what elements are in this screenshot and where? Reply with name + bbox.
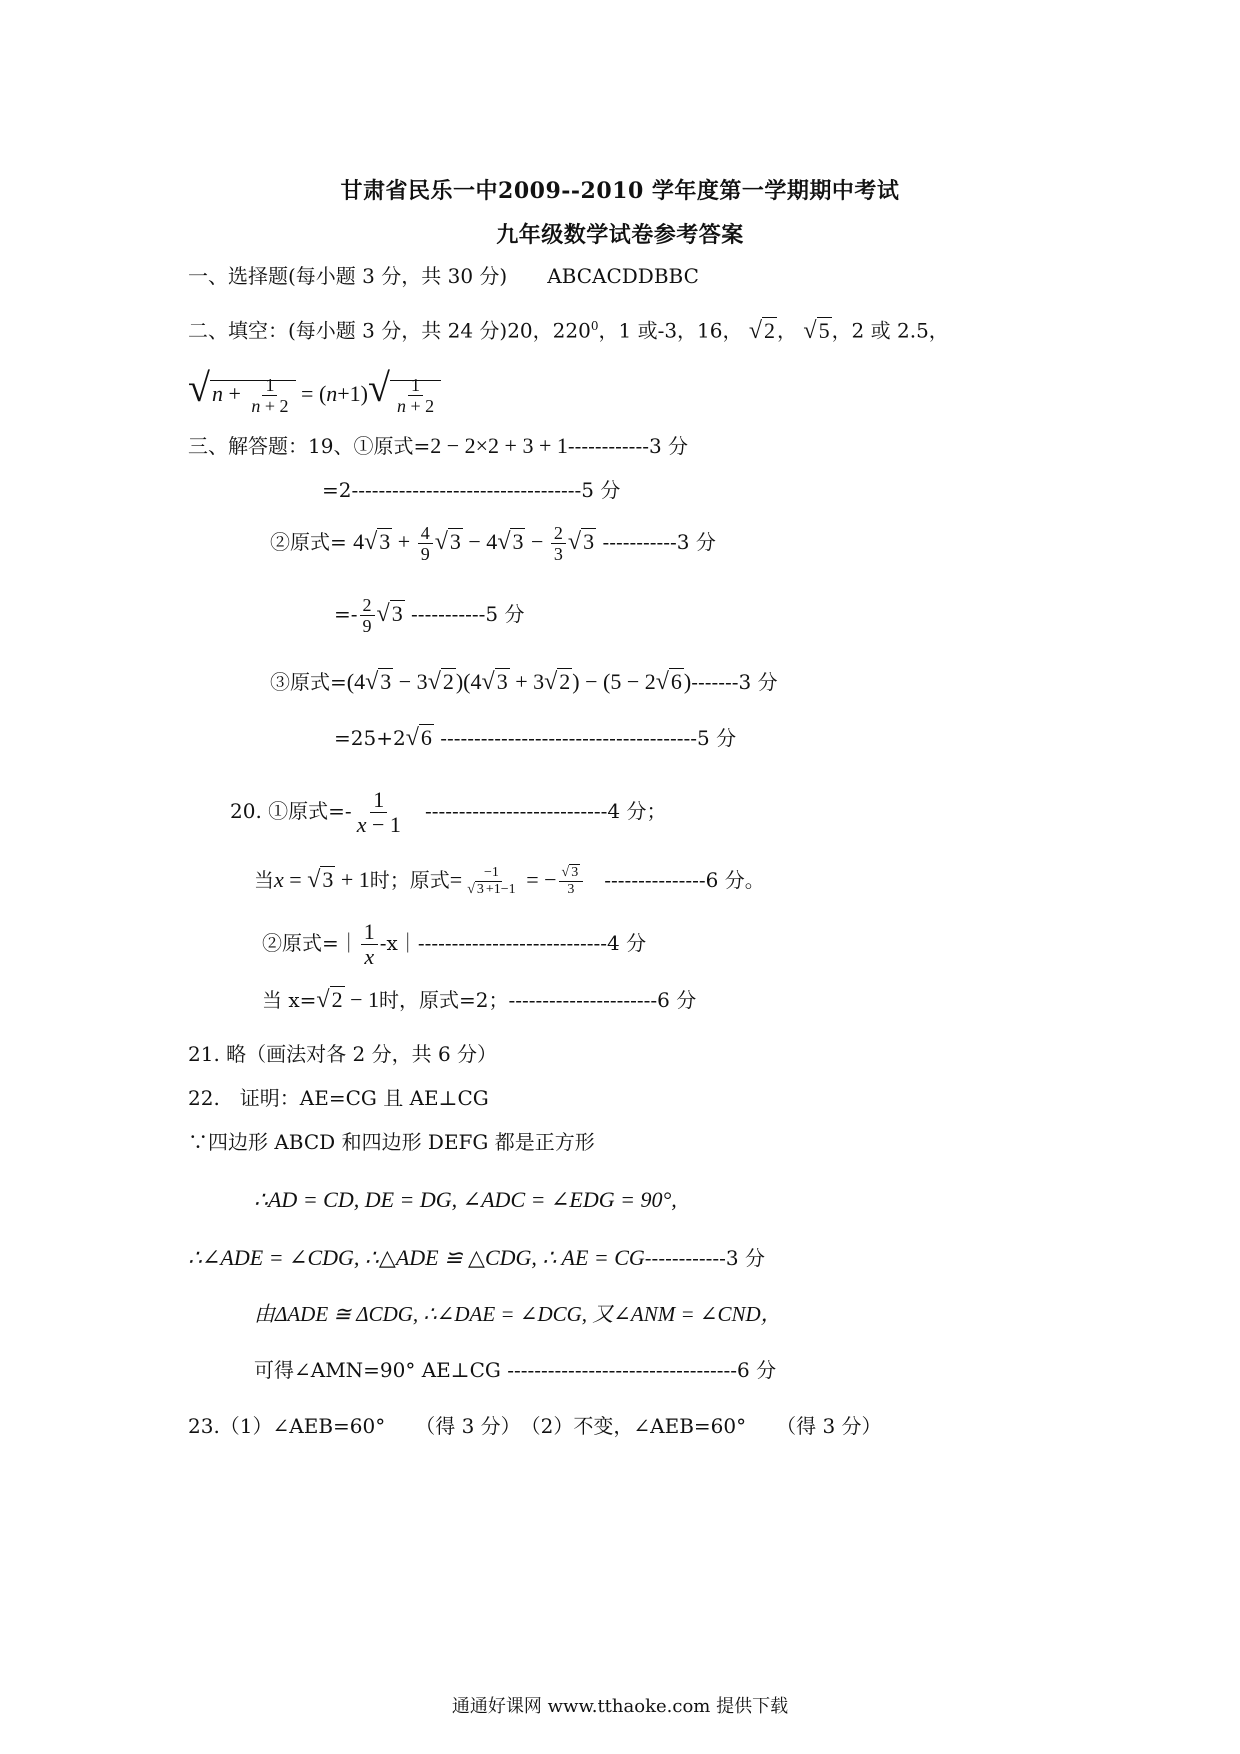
- q20-2-score: ----------------------------4 分: [417, 931, 647, 955]
- q22-line5: 可得∠AMN=90° AE⊥CG ----------------------------------6 分: [254, 1358, 777, 1382]
- q21: 21. 略（画法对各 2 分，共 6 分）: [188, 1042, 498, 1066]
- fill-tail: ，2 或 2.5，: [831, 318, 949, 343]
- q20-1-sub-score: ---------------6 分。: [604, 868, 765, 892]
- q19-2-score: -----------3 分: [602, 530, 716, 554]
- q22-head: 22. 证明：AE=CG 且 AE⊥CG: [188, 1086, 489, 1110]
- q22-line3: ∴∠ADE = ∠CDG, ∴△ADE ≌ △CDG, ∴ AE = CG------------3 分: [188, 1245, 765, 1270]
- footer-download-note: 通通好课网 www.tthaoke.com 提供下载: [451, 1696, 789, 1717]
- fill-prefix: 二、填空：(每小题 3 分，共 24 分)20，220: [188, 318, 591, 343]
- q22-line5-score: ----------------------------------6 分: [507, 1358, 777, 1382]
- q20-1: 20. ①原式=- $\frac{1}{x - 1}$ ---------------------------4 分；: [230, 787, 667, 837]
- q20-2-substitute: 当 x=√2 − 1时，原式=2；----------------------6 分: [262, 987, 697, 1013]
- q20-2: ②原式=｜ $\frac{1}{x}$ -x｜----------------------------4 分: [262, 919, 647, 969]
- q19-3-result-score: --------------------------------------5 分: [440, 726, 737, 750]
- q19-2-result: =- $\frac{2}{9}$ √3 -----------5 分: [334, 595, 525, 636]
- q19-1-score: ------------3 分: [567, 434, 689, 458]
- q22-line3-score: ------------3 分: [644, 1246, 765, 1270]
- sqrt-2: √2: [748, 317, 776, 344]
- section-fill-answers: 二、填空：(每小题 3 分，共 24 分)20，$220^0$，1 或-3，16， √2 ， √5 ，2 或 2.5，: [188, 317, 949, 344]
- q19-2: ②原式= 4√3 + $\frac{4}{9}$ √3 − 4√3 − $\frac{2}{3}$ √3 -----------3 分: [270, 523, 716, 565]
- q19-3-result: =25+2√6 --------------------------------------5 分: [334, 725, 737, 751]
- q20-1-substitute: 当x = √3 + 1时；原式= $\frac{-1}{√ 3 +1-1}$ = − $\frac{√ 3}{3}$ ---------------6 分。: [254, 865, 765, 898]
- q19-3-score: -------3 分: [691, 670, 778, 694]
- q19-2-result-score: -----------5 分: [411, 602, 525, 626]
- q19-1: 三、解答题：19、①原式=2 − 2×2 + 3 + 1------------3 分: [188, 433, 689, 458]
- q19-1-expr: 2 − 2×2 + 3 + 1: [430, 433, 568, 458]
- q20-1-score: ---------------------------4 分；: [424, 799, 667, 823]
- q23: 23.（1）∠AEB=60° （得 3 分） （2）不变，∠AEB=60° （得 3 分）: [188, 1414, 882, 1438]
- document-subtitle: 九年级数学试卷参考答案: [496, 222, 744, 248]
- q22-line1: ∵四边形 ABCD 和四边形 DEFG 都是正方形: [188, 1130, 595, 1154]
- document-title: 甘肃省民乐一中2009--2010 学年度第一学期期中考试: [340, 178, 900, 204]
- fill-mid: ，1 或-3，16，: [598, 318, 743, 343]
- fill-formula: √n + $\frac{1}{n + 2}$ = (n+1)√ $\frac{1}{n + 2}$: [188, 364, 441, 418]
- q22-line2: ∴AD = CD, DE = DG, ∠ADC = ∠EDG = 90°,: [254, 1187, 677, 1212]
- q22-line4: 由ΔADE ≅ ΔCDG, ∴∠DAE = ∠DCG, 又∠ANM = ∠CND，: [254, 1302, 782, 1326]
- sqrt-5: √5: [803, 317, 830, 344]
- q19-3: ③原式=(4√3 − 3√2)(4√3 + 3√2) − (5 − 2√6)-------3 分: [270, 669, 778, 695]
- q19-1-result: =2----------------------------------5 分: [322, 478, 621, 502]
- section-choice-answers: 一、选择题(每小题 3 分，共 30 分) ABCACDDBBC: [188, 264, 699, 288]
- q20-2-sub-score: ----------------------6 分: [508, 988, 697, 1012]
